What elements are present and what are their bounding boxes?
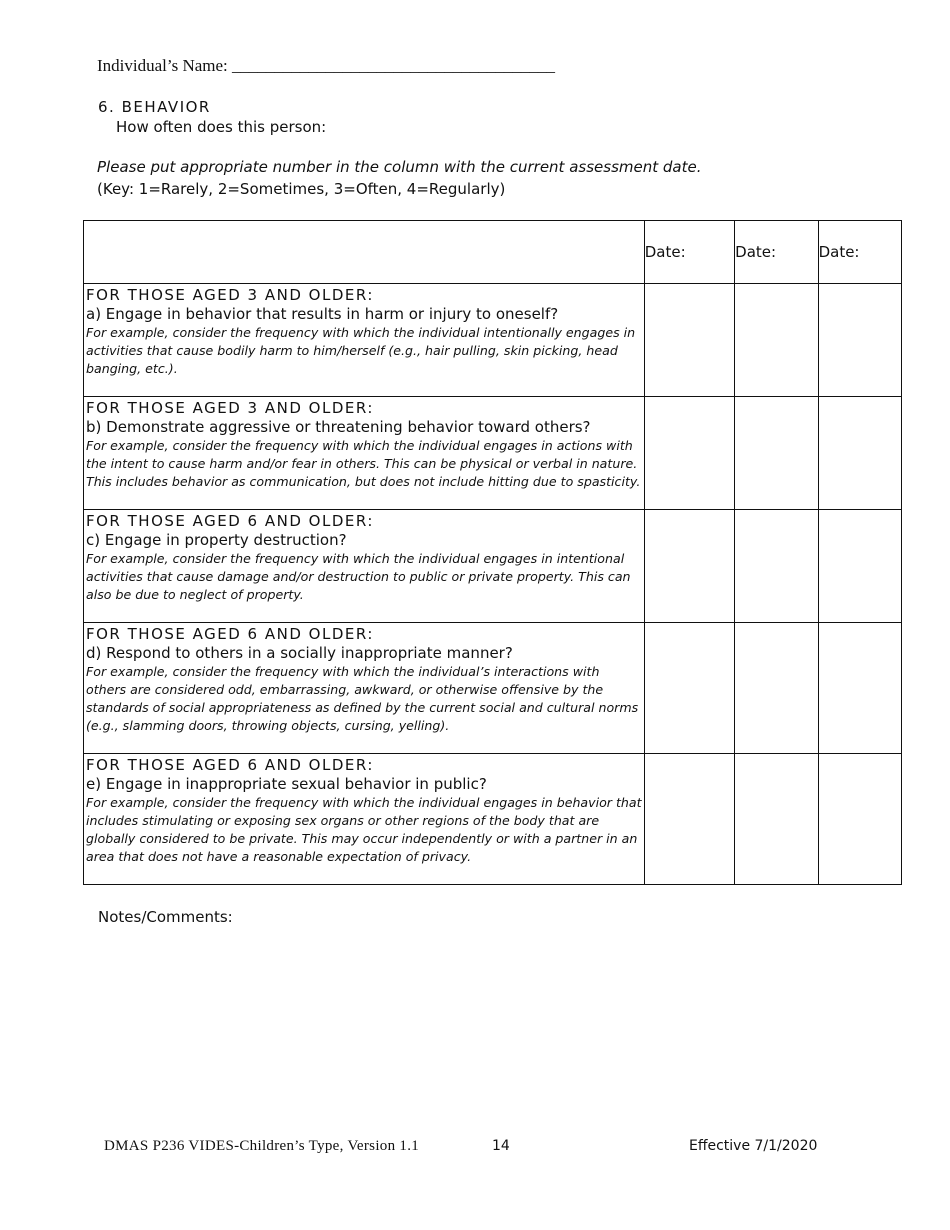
date-header-2[interactable]: Date: <box>735 221 818 284</box>
rating-key: (Key: 1=Rarely, 2=Sometimes, 3=Often, 4=Regularly) <box>97 180 506 198</box>
item-question: b) Demonstrate aggressive or threatening behavior toward others? <box>86 418 591 436</box>
table-row <box>84 623 902 754</box>
table-row <box>84 510 902 623</box>
item-cell-d <box>84 623 645 754</box>
section-question: How often does this person: <box>116 118 327 136</box>
item-question: a) Engage in behavior that results in harm or injury to oneself? <box>86 305 559 323</box>
age-requirement: FOR THOSE AGED 6 AND OLDER: <box>86 756 374 774</box>
individual-name-label: Individual’s Name: <box>97 56 228 75</box>
item-example: For example, consider the frequency with which the individual engages in actions with the intent to cause harm and/or fear in others. This can be physical or verbal in nature. This includes behavior as communication, but does not include hitting due to spasticity. <box>86 438 641 489</box>
rating-cell[interactable] <box>818 623 901 754</box>
section-title: 6. BEHAVIOR <box>98 98 211 116</box>
rating-cell[interactable] <box>644 284 734 397</box>
footer-form-id: DMAS P236 VIDES-Children’s Type, Version 1.1 <box>104 1138 420 1154</box>
rating-cell[interactable] <box>818 510 901 623</box>
age-requirement: FOR THOSE AGED 3 AND OLDER: <box>86 399 374 417</box>
rating-cell[interactable] <box>818 754 901 885</box>
footer-page-number: 14 <box>492 1138 510 1154</box>
rating-cell[interactable] <box>735 623 818 754</box>
rating-cell[interactable] <box>735 510 818 623</box>
header-blank-cell <box>84 221 645 284</box>
item-cell-e <box>84 754 645 885</box>
age-requirement: FOR THOSE AGED 6 AND OLDER: <box>86 512 374 530</box>
item-cell-c <box>84 510 645 623</box>
date-header-1[interactable]: Date: <box>644 221 734 284</box>
rating-cell[interactable] <box>644 397 734 510</box>
item-example: For example, consider the frequency with which the individual engages in behavior that includes stimulating or exposing sex organs or other regions of the body that are globally considered to be private. This may occur independently or with a partner in an area that does not have a reasonable expectation of privacy. <box>86 795 642 864</box>
item-question: c) Engage in property destruction? <box>86 531 347 549</box>
individual-name-line <box>97 56 555 76</box>
item-example: For example, consider the frequency with which the individual’s interactions with others are considered odd, embarrassing, awkward, or otherwise offensive by the standards of social appropriateness as defined by the current social and cultural norms (e.g., slamming doors, throwing objects, cursing, yelling). <box>86 664 639 733</box>
notes-label: Notes/Comments: <box>98 908 233 926</box>
rating-cell[interactable] <box>644 510 734 623</box>
age-requirement: FOR THOSE AGED 6 AND OLDER: <box>86 625 374 643</box>
behavior-table <box>83 220 902 885</box>
rating-cell[interactable] <box>735 284 818 397</box>
rating-cell[interactable] <box>818 284 901 397</box>
rating-cell[interactable] <box>644 754 734 885</box>
rating-cell[interactable] <box>818 397 901 510</box>
rating-cell[interactable] <box>735 754 818 885</box>
age-requirement: FOR THOSE AGED 3 AND OLDER: <box>86 286 374 304</box>
table-row <box>84 284 902 397</box>
item-cell-a <box>84 284 645 397</box>
table-row <box>84 397 902 510</box>
footer-effective-date: Effective 7/1/2020 <box>689 1138 818 1154</box>
item-question: d) Respond to others in a socially inappropriate manner? <box>86 644 513 662</box>
item-example: For example, consider the frequency with which the individual intentionally engages in activities that cause bodily harm to him/herself (e.g., hair pulling, skin picking, head banging, etc.). <box>86 325 636 376</box>
rating-cell[interactable] <box>644 623 734 754</box>
table-header-row <box>84 221 902 284</box>
table-row <box>84 754 902 885</box>
instruction-text: Please put appropriate number in the column with the current assessment date. <box>97 158 702 176</box>
item-cell-b <box>84 397 645 510</box>
date-header-3[interactable]: Date: <box>818 221 901 284</box>
item-example: For example, consider the frequency with which the individual engages in intentional activities that cause damage and/or destruction to public or private property. This can also be due to neglect of property. <box>86 551 631 602</box>
rating-cell[interactable] <box>735 397 818 510</box>
individual-name-field[interactable]: ______________________________________ <box>232 56 556 75</box>
item-question: e) Engage in inappropriate sexual behavior in public? <box>86 775 487 793</box>
